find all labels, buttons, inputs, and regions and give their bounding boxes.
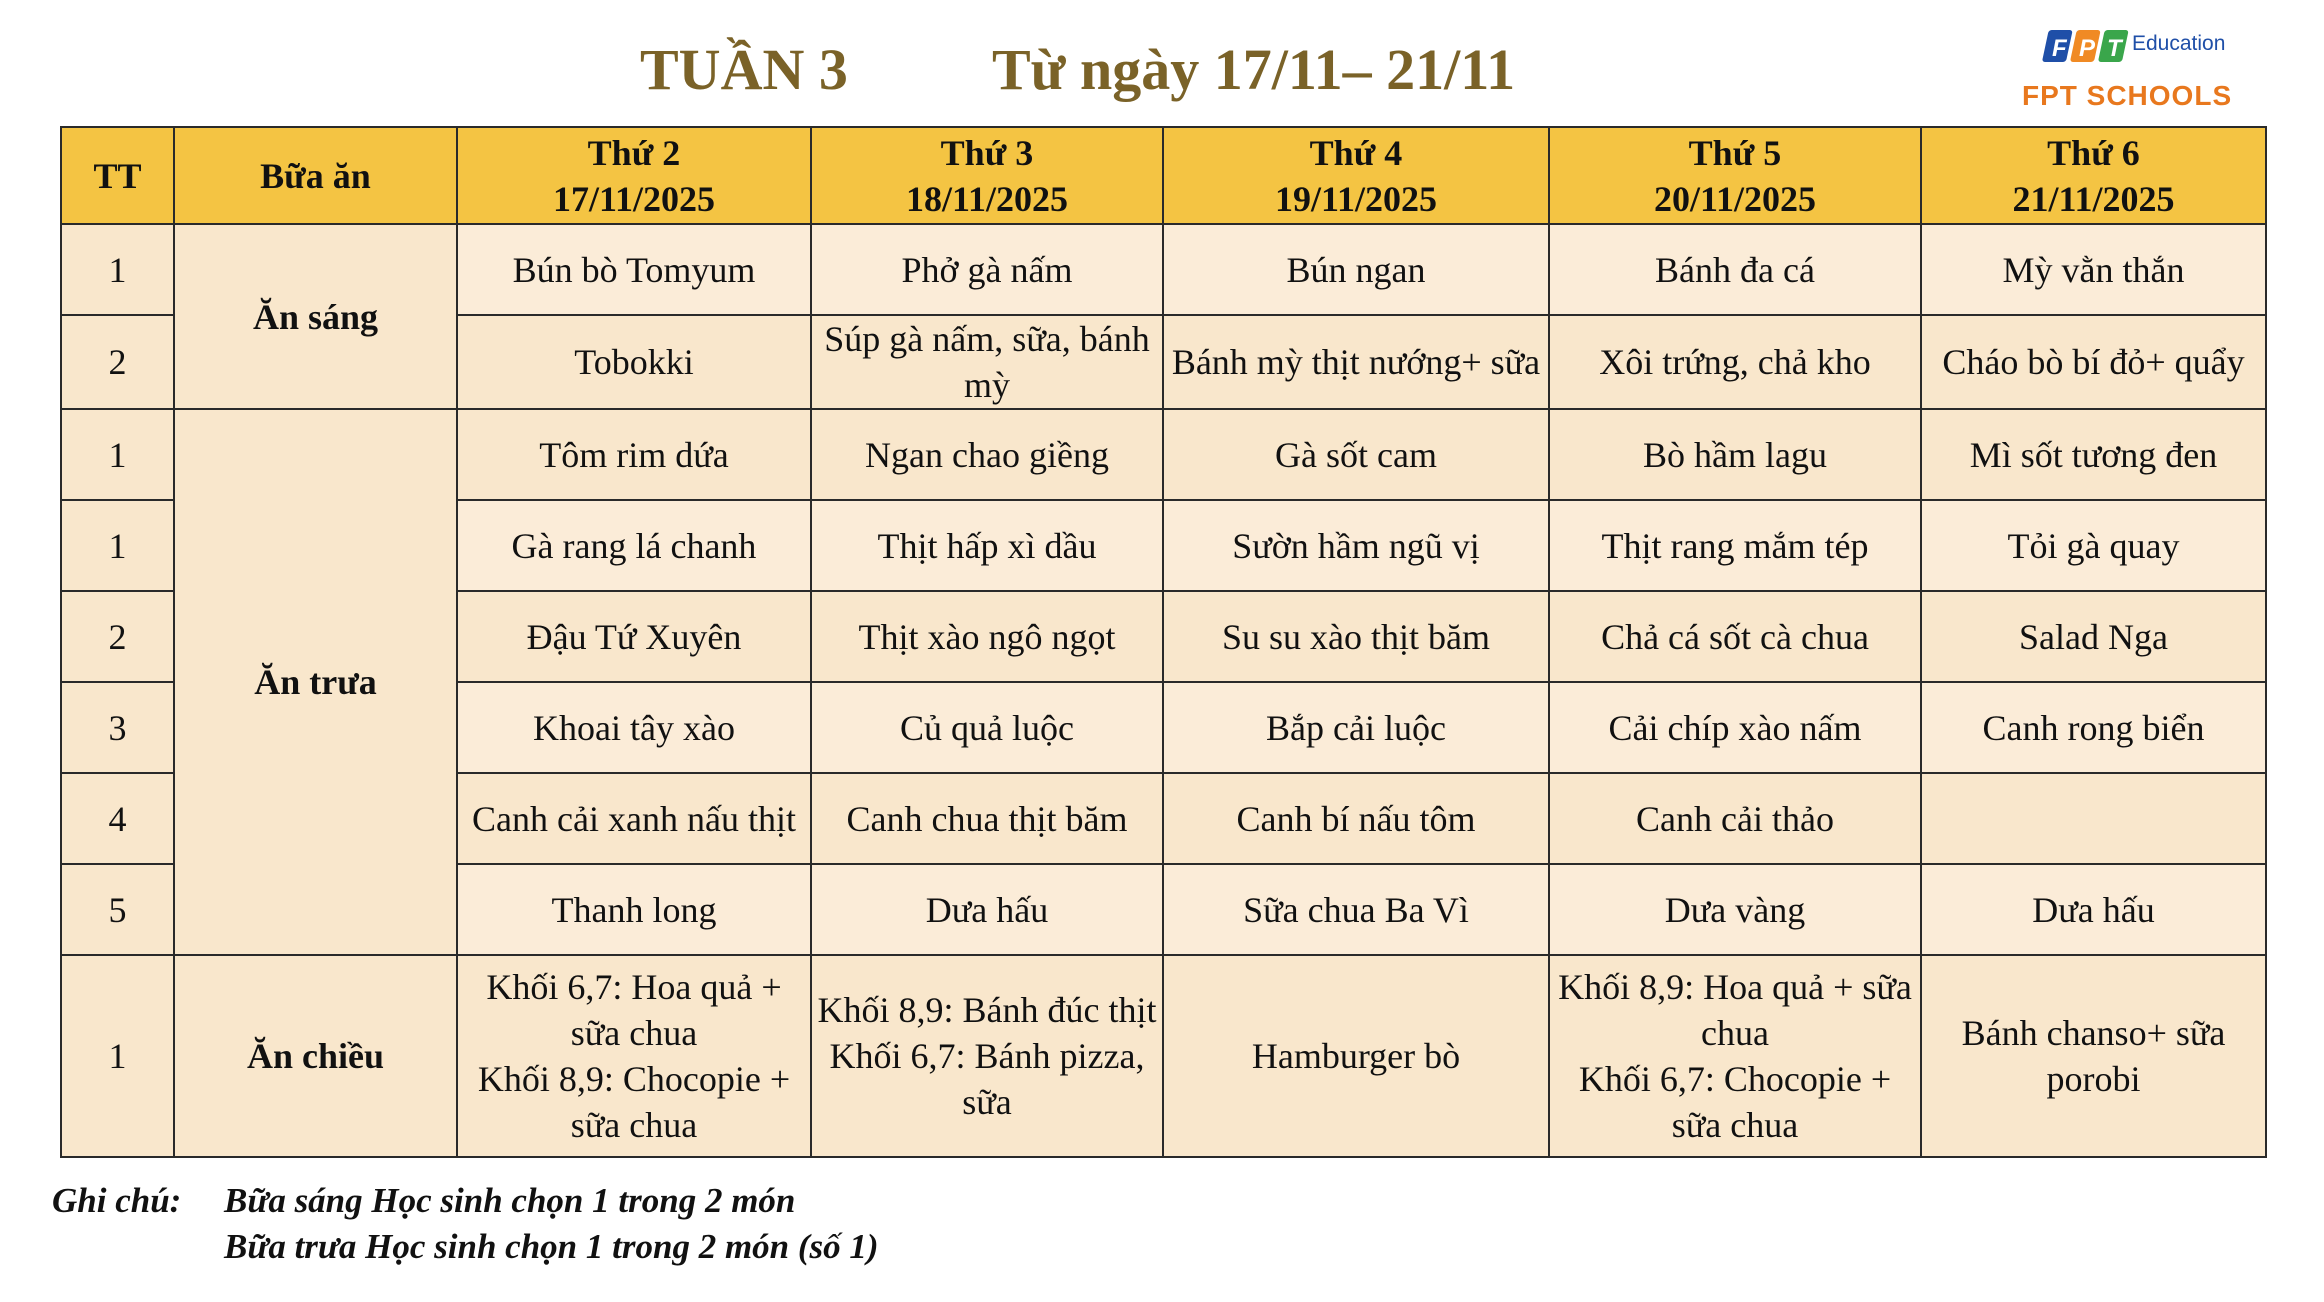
notes [52, 1178, 879, 1270]
week-title: TUẦN 3 [640, 37, 848, 102]
day-date: 18/11/2025 [905, 178, 1069, 219]
menu-cell: Bánh mỳ thịt nướng+ sữa [1163, 315, 1549, 409]
svg-text:P: P [2079, 35, 2096, 62]
col-header-meal: Bữa ăn [174, 127, 457, 224]
menu-cell [1921, 773, 2266, 864]
fpt-schools-logo [2020, 22, 2260, 117]
menu-cell: Bánh đa cá [1549, 224, 1921, 315]
note-line-2 [52, 1224, 879, 1270]
menu-cell: Súp gà nấm, sữa, bánh mỳ [811, 315, 1163, 409]
day-name: Thứ 2 [587, 132, 681, 173]
day-name: Thứ 3 [940, 132, 1034, 173]
row-number: 2 [61, 315, 174, 409]
menu-cell: Canh bí nấu tôm [1163, 773, 1549, 864]
menu-cell: Canh chua thịt băm [811, 773, 1163, 864]
menu-cell: Tobokki [457, 315, 811, 409]
date-range: Từ ngày 17/11– 21/11 [992, 37, 1516, 102]
menu-cell: Ngan chao giềng [811, 409, 1163, 500]
menu-cell: Mì sốt tương đen [1921, 409, 2266, 500]
table-row [61, 409, 2266, 500]
svg-text:F: F [2052, 35, 2067, 62]
menu-cell: Dưa hấu [811, 864, 1163, 955]
menu-cell: Salad Nga [1921, 591, 2266, 682]
menu-cell: Cải chíp xào nấm [1549, 682, 1921, 773]
day-name: Thứ 4 [1309, 132, 1403, 173]
col-header-day [1163, 127, 1549, 224]
menu-cell: Tôm rim dứa [457, 409, 811, 500]
col-header-tt: TT [61, 127, 174, 224]
row-number: 5 [61, 864, 174, 955]
svg-text:T: T [2107, 35, 2122, 62]
note-text: Bữa trưa Học sinh chọn 1 trong 2 món (số 1) [224, 1227, 879, 1266]
menu-cell: Gà sốt cam [1163, 409, 1549, 500]
table-row [61, 955, 2266, 1157]
row-number: 4 [61, 773, 174, 864]
note-label: Ghi chú: [52, 1181, 182, 1220]
menu-cell: Cháo bò bí đỏ+ quẩy [1921, 315, 2266, 409]
fpt-logo-icon [2042, 24, 2132, 68]
menu-cell: Đậu Tứ Xuyên [457, 591, 811, 682]
menu-cell: Canh cải xanh nấu thịt [457, 773, 811, 864]
menu-cell: Khối 8,9: Bánh đúc thịt Khối 6,7: Bánh pizza, sữa [811, 955, 1163, 1157]
menu-cell: Thịt xào ngô ngọt [811, 591, 1163, 682]
menu-cell: Dưa hấu [1921, 864, 2266, 955]
logo-education-text: Education [2132, 32, 2226, 55]
day-name: Thứ 6 [2047, 132, 2140, 173]
page-header [0, 30, 2324, 110]
row-number: 1 [61, 955, 174, 1157]
row-number: 1 [61, 500, 174, 591]
menu-cell: Xôi trứng, chả kho [1549, 315, 1921, 409]
menu-cell: Khối 6,7: Hoa quả + sữa chua Khối 8,9: Chocopie + sữa chua [457, 955, 811, 1157]
day-name: Thứ 5 [1688, 132, 1782, 173]
menu-cell: Hamburger bò [1163, 955, 1549, 1157]
row-number: 2 [61, 591, 174, 682]
menu-cell: Thanh long [457, 864, 811, 955]
row-number: 1 [61, 224, 174, 315]
day-date: 17/11/2025 [552, 178, 716, 219]
menu-cell: Bò hầm lagu [1549, 409, 1921, 500]
day-date: 21/11/2025 [2012, 178, 2175, 219]
meal-label-breakfast: Ăn sáng [174, 224, 457, 409]
menu-cell: Tỏi gà quay [1921, 500, 2266, 591]
header-row [61, 127, 2266, 224]
weekly-menu-table [60, 126, 2267, 1158]
menu-cell: Chả cá sốt cà chua [1549, 591, 1921, 682]
menu-cell: Gà rang lá chanh [457, 500, 811, 591]
day-date: 19/11/2025 [1274, 178, 1438, 219]
note-line-1 [52, 1178, 879, 1224]
menu-cell: Sườn hầm ngũ vị [1163, 500, 1549, 591]
menu-cell: Bánh chanso+ sữa porobi [1921, 955, 2266, 1157]
row-number: 3 [61, 682, 174, 773]
meal-label-lunch: Ăn trưa [174, 409, 457, 955]
col-header-day [457, 127, 811, 224]
col-header-day [1921, 127, 2266, 224]
row-number: 1 [61, 409, 174, 500]
menu-cell: Củ quả luộc [811, 682, 1163, 773]
menu-cell: Khoai tây xào [457, 682, 811, 773]
meal-label-afternoon: Ăn chiều [174, 955, 457, 1157]
menu-cell: Mỳ vằn thắn [1921, 224, 2266, 315]
logo-school-text: FPT SCHOOLS [2022, 80, 2233, 111]
menu-cell: Dưa vàng [1549, 864, 1921, 955]
menu-cell: Thịt hấp xì dầu [811, 500, 1163, 591]
menu-cell: Bún bò Tomyum [457, 224, 811, 315]
col-header-day [1549, 127, 1921, 224]
table-row [61, 224, 2266, 315]
menu-cell: Canh cải thảo [1549, 773, 1921, 864]
menu-cell: Sữa chua Ba Vì [1163, 864, 1549, 955]
note-text: Bữa sáng Học sinh chọn 1 trong 2 món [224, 1181, 796, 1220]
menu-cell: Thịt rang mắm tép [1549, 500, 1921, 591]
col-header-day [811, 127, 1163, 224]
menu-cell: Phở gà nấm [811, 224, 1163, 315]
menu-cell: Bún ngan [1163, 224, 1549, 315]
menu-cell: Canh rong biển [1921, 682, 2266, 773]
menu-cell: Khối 8,9: Hoa quả + sữa chua Khối 6,7: Chocopie + sữa chua [1549, 955, 1921, 1157]
day-date: 20/11/2025 [1653, 178, 1817, 219]
menu-cell: Bắp cải luộc [1163, 682, 1549, 773]
menu-cell: Su su xào thịt băm [1163, 591, 1549, 682]
